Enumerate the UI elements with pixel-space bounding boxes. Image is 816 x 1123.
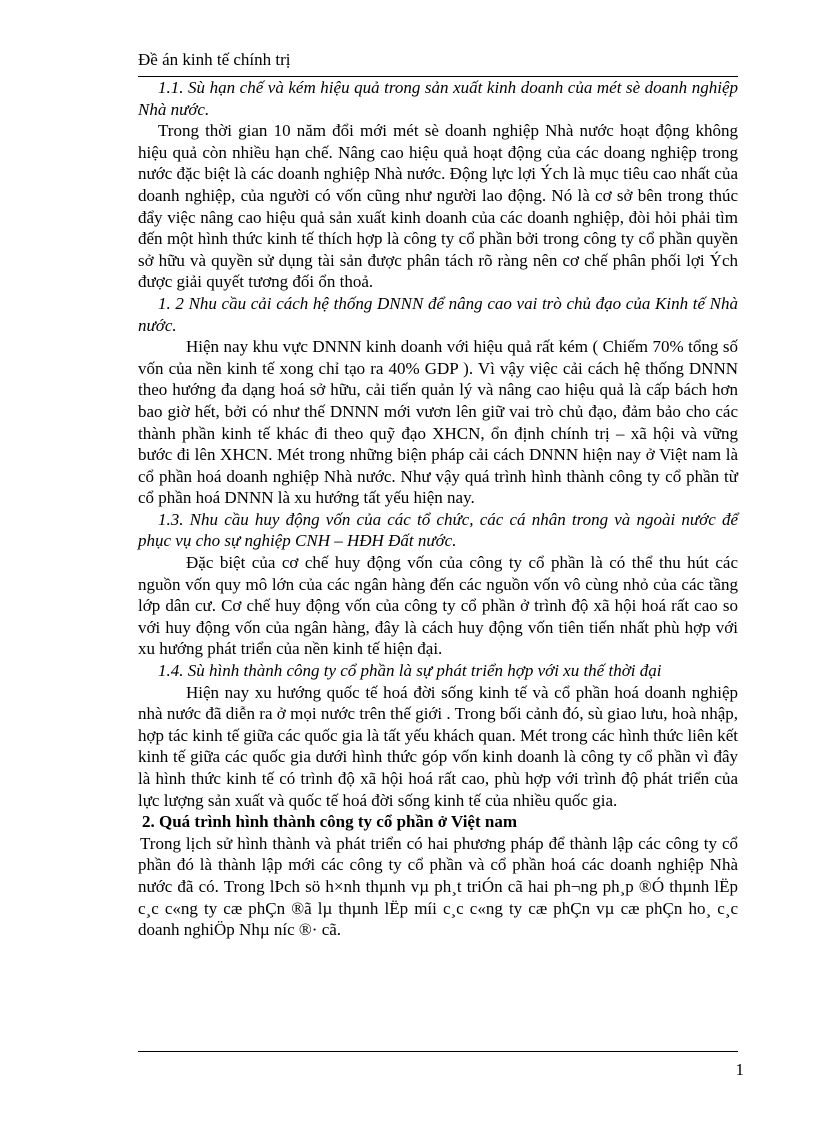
subsection-heading-1-4: 1.4. Sù hình thành công ty cổ phần là sự phát triển hợp với xu thế thời đại xyxy=(158,661,662,681)
paragraph: Hiện nay khu vực DNNN kinh doanh với hiệu quả rất kém ( Chiếm 70% tổng số vốn của nền kinh tế xong chỉ tạo ra 40% GDP ). Vì vậy việc cải cách hệ thống DNNN theo hướng đa dạng hoá sở hữu, cải tiến quản lý và nâng cao hiệu quả là cấp bách hơn bao giờ hết, bởi có như thế DNNN mới vươn lên giữ vai trò chủ đạo, đảm bảo cho các thành phần kinh tế khác đi theo quỹ đạo XHCN, ổn định chính trị – xã hội và vững bước đi lên XHCN. Mét trong những biện pháp cải cách DNNN hiện nay ở Việt nam là cổ phần hoá doanh nghiệp Nhà nước. Như vậy quá trình hình thành công ty cổ phần từ cổ phần hoá DNNN là xu hướng tất yếu hiện nay. xyxy=(138,337,738,508)
paragraph: Đặc biệt của cơ chế huy động vốn của công ty cổ phần là có thể thu hút các nguồn vốn quy mô lớn của các ngân hàng đến các nguồn vốn vô cùng nhỏ của các tầng lớp dân cư. Cơ chế huy động vốn của công ty cổ phần ở trình độ xã hội hoá rất cao so với huy động vốn của ngân hàng, đây là cách huy động vốn tiên tiến nhất phù hợp với xu hướng phát triển của nền kinh tế hiện đại. xyxy=(138,553,738,659)
section-heading-2: 2. Quá trình hình thành công ty cổ phần ở Việt nam xyxy=(142,812,517,832)
paragraph: Trong thời gian 10 năm đổi mới mét sè doanh nghiệp Nhà nước hoạt động không hiệu quả còn nhiều hạn chế. Nâng cao hiệu quả hoạt động của các doang nghiệp trong nước đặc biệt là các doanh nghiệp Nhà nước. Động lực lợi Ých là mục tiêu cao nhất của doanh nghiệp, của người có vốn cũng như người lao động. Nó là cơ sở bên trong thúc đẩy việc nâng cao hiệu quả sản xuất kinh doanh của các doanh nghiệp, đòi hỏi phải tìm đến một hình thức kinh tế thích hợp là công ty cổ phần bởi trong công ty cổ phần quyền sở hữu và quyền sử dụng tài sản được phân tách rõ ràng nên cơ chế phân phối lợi Ých được giải quyết tương đối ổn thoả. xyxy=(138,121,738,292)
page-number: 1 xyxy=(735,1060,744,1079)
footer-divider xyxy=(138,1051,738,1052)
subsection-heading-1-2: 1. 2 Nhu cầu cải cách hệ thống DNNN để nâng cao vai trò chủ đạo của Kinh tế Nhà nước. xyxy=(138,293,738,335)
paragraph: Trong lịch sử hình thành và phát triển có hai phương pháp để thành lập các công ty cổ phần đó là thành lập mới các công ty cổ phần và cổ phần hoá các doanh nghiệp Nhà nước đã có. Trong lÞch sö h×nh thµnh vµ ph¸t triÓn cã hai ph¬ng ph¸p ®Ó thµnh lËp c¸c c«ng ty cæ phÇn ®ã lµ thµnh lËp míi c¸c c«ng ty cæ phÇn vµ cæ phÇn ho¸ c¸c doanh nghiÖp Nhµ níc ®· cã. xyxy=(138,833,738,940)
paragraph: Hiện nay xu hướng quốc tế hoá đời sống kinh tế và cổ phần hoá doanh nghiệp nhà nước đã diễn ra ở mọi nước trên thế giới . Trong bối cảnh đó, sù giao lưu, hoà nhập, hợp tác kinh tế giữa các quốc gia là tất yếu khách quan. Mét trong các hình thức liên kết kinh tế giữa các quốc gia dưới hình thức góp vốn kinh doanh là công ty cổ phần vì đây là hình thức kinh tế có trình độ xã hội hoá rất cao, phù hợp với trình độ phát triển của lực lượng sản xuất và quốc tế hoá đời sống kinh tế của nhiều quốc gia. xyxy=(138,682,738,810)
subsection-heading-1-1: 1.1. Sù hạn chế và kém hiệu quả trong sản xuất kinh doanh của mét sè doanh nghiệp Nhà nước. xyxy=(138,78,738,119)
subsection-heading-1-3: 1.3. Nhu cầu huy động vốn của các tổ chức, các cá nhân trong và ngoài nước để phục vụ cho sự nghiệp CNH – HĐH Đất nước. xyxy=(138,509,738,551)
document-body xyxy=(138,77,738,941)
running-header: Đề án kinh tế chính trị xyxy=(138,50,291,69)
